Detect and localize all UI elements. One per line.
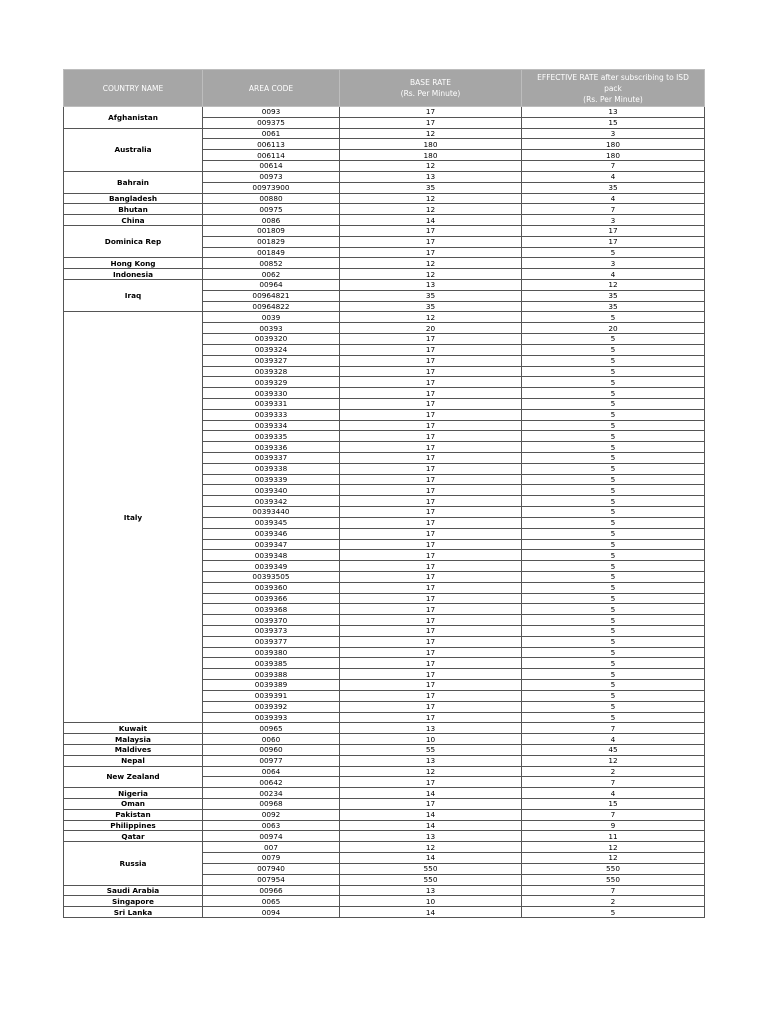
effective-rate-cell: 5: [522, 647, 705, 658]
effective-rate-cell: 5: [522, 377, 705, 388]
country-name-cell: Maldives: [64, 744, 203, 755]
base-rate-cell: 17: [340, 517, 522, 528]
base-rate-cell: 17: [340, 247, 522, 258]
isd-rate-table: [63, 69, 705, 918]
effective-rate-cell: 3: [522, 258, 705, 269]
area-code-cell: 0039342: [203, 496, 340, 507]
effective-rate-cell: 5: [522, 463, 705, 474]
area-code-cell: 006114: [203, 150, 340, 161]
effective-rate-cell: 11: [522, 831, 705, 842]
effective-rate-cell: 35: [522, 290, 705, 301]
area-code-cell: 0039373: [203, 626, 340, 637]
base-rate-cell: 17: [340, 107, 522, 118]
country-name-cell: Sri Lanka: [64, 907, 203, 918]
base-rate-cell: 17: [340, 561, 522, 572]
area-code-cell: 0039348: [203, 550, 340, 561]
base-rate-cell: 17: [340, 366, 522, 377]
effective-rate-cell: 5: [522, 539, 705, 550]
country-name-cell: Qatar: [64, 831, 203, 842]
effective-rate-cell: 5: [522, 680, 705, 691]
area-code-cell: 0039: [203, 312, 340, 323]
effective-rate-cell: 35: [522, 301, 705, 312]
effective-rate-cell: 17: [522, 236, 705, 247]
base-rate-cell: 13: [340, 885, 522, 896]
base-rate-cell: 17: [340, 463, 522, 474]
base-rate-cell: 14: [340, 788, 522, 799]
effective-rate-header: EFFECTIVE RATE after subscribing to ISD pack (Rs. Per Minute): [522, 70, 705, 107]
effective-rate-cell: 180: [522, 139, 705, 150]
area-code-cell: 00975: [203, 204, 340, 215]
area-code-cell: 00966: [203, 885, 340, 896]
effective-rate-cell: 7: [522, 161, 705, 172]
effective-rate-cell: 7: [522, 723, 705, 734]
table-row: [64, 896, 705, 907]
base-rate-cell: 14: [340, 853, 522, 864]
effective-rate-cell: 5: [522, 528, 705, 539]
effective-rate-cell: 5: [522, 669, 705, 680]
area-code-cell: 0039337: [203, 453, 340, 464]
area-code-cell: 0039331: [203, 398, 340, 409]
table-row: [64, 799, 705, 810]
table-row: [64, 204, 705, 215]
area-code-cell: 00642: [203, 777, 340, 788]
effective-rate-cell: 5: [522, 712, 705, 723]
effective-rate-cell: 3: [522, 128, 705, 139]
effective-rate-cell: 5: [522, 312, 705, 323]
effective-rate-cell: 7: [522, 777, 705, 788]
base-rate-cell: 35: [340, 182, 522, 193]
country-name-cell: Dominica Rep: [64, 225, 203, 257]
country-name-cell: Bhutan: [64, 204, 203, 215]
table-row: [64, 820, 705, 831]
effective-rate-cell: 15: [522, 799, 705, 810]
area-code-cell: 00964: [203, 280, 340, 291]
base-rate-cell: 17: [340, 604, 522, 615]
area-code-cell: 00234: [203, 788, 340, 799]
effective-rate-cell: 17: [522, 225, 705, 236]
country-name-cell: Kuwait: [64, 723, 203, 734]
country-name-cell: Australia: [64, 128, 203, 171]
base-rate-cell: 17: [340, 453, 522, 464]
effective-rate-cell: 5: [522, 593, 705, 604]
effective-rate-cell: 5: [522, 571, 705, 582]
area-code-cell: 0039335: [203, 431, 340, 442]
effective-rate-cell: 7: [522, 809, 705, 820]
area-code-cell: 0065: [203, 896, 340, 907]
base-rate-cell: 17: [340, 658, 522, 669]
effective-rate-cell: 550: [522, 874, 705, 885]
area-code-cell: 00968: [203, 799, 340, 810]
base-rate-cell: 55: [340, 744, 522, 755]
table-row: [64, 766, 705, 777]
effective-rate-cell: 15: [522, 117, 705, 128]
effective-rate-cell: 12: [522, 280, 705, 291]
area-code-cell: 0094: [203, 907, 340, 918]
effective-rate-cell: 5: [522, 334, 705, 345]
base-rate-cell: 13: [340, 755, 522, 766]
area-code-cell: 0039388: [203, 669, 340, 680]
area-code-cell: 00614: [203, 161, 340, 172]
area-code-cell: 0039333: [203, 409, 340, 420]
effective-rate-cell: 5: [522, 366, 705, 377]
area-code-cell: 0039329: [203, 377, 340, 388]
effective-rate-cell: 5: [522, 690, 705, 701]
area-code-cell: 0061: [203, 128, 340, 139]
effective-rate-cell: 5: [522, 582, 705, 593]
area-code-header: AREA CODE: [203, 70, 340, 107]
area-code-cell: 001809: [203, 225, 340, 236]
effective-rate-cell: 5: [522, 507, 705, 518]
effective-rate-cell: 180: [522, 150, 705, 161]
base-rate-cell: 17: [340, 528, 522, 539]
area-code-cell: 00964821: [203, 290, 340, 301]
area-code-cell: 00852: [203, 258, 340, 269]
base-rate-cell: 17: [340, 690, 522, 701]
area-code-cell: 0039327: [203, 355, 340, 366]
area-code-cell: 0060: [203, 734, 340, 745]
table-row: [64, 258, 705, 269]
base-rate-cell: 17: [340, 615, 522, 626]
table-row: [64, 171, 705, 182]
base-rate-cell: 12: [340, 258, 522, 269]
effective-rate-cell: 5: [522, 247, 705, 258]
base-rate-cell: 17: [340, 388, 522, 399]
table-row: [64, 734, 705, 745]
base-rate-cell: 17: [340, 431, 522, 442]
table-row: [64, 193, 705, 204]
base-rate-cell: 17: [340, 442, 522, 453]
country-name-cell: Italy: [64, 312, 203, 723]
country-name-cell: Saudi Arabia: [64, 885, 203, 896]
base-rate-cell: 180: [340, 139, 522, 150]
base-rate-cell: 12: [340, 161, 522, 172]
base-rate-cell: 17: [340, 398, 522, 409]
base-rate-cell: 17: [340, 799, 522, 810]
effective-rate-cell: 5: [522, 420, 705, 431]
area-code-cell: 0039339: [203, 474, 340, 485]
table-body: [64, 107, 705, 918]
area-code-cell: 007940: [203, 863, 340, 874]
table-row: [64, 225, 705, 236]
area-code-cell: 0039324: [203, 344, 340, 355]
table-row: [64, 215, 705, 226]
area-code-cell: 0039345: [203, 517, 340, 528]
area-code-cell: 0039389: [203, 680, 340, 691]
area-code-cell: 0064: [203, 766, 340, 777]
country-name-cell: Malaysia: [64, 734, 203, 745]
base-rate-cell: 12: [340, 128, 522, 139]
base-rate-cell: 17: [340, 334, 522, 345]
base-rate-cell: 17: [340, 571, 522, 582]
country-name-cell: Indonesia: [64, 269, 203, 280]
base-rate-cell: 17: [340, 582, 522, 593]
area-code-cell: 0039380: [203, 647, 340, 658]
area-code-cell: 0039346: [203, 528, 340, 539]
base-rate-cell: 10: [340, 896, 522, 907]
base-rate-cell: 13: [340, 280, 522, 291]
base-rate-cell: 17: [340, 701, 522, 712]
table-row: [64, 809, 705, 820]
effective-rate-cell: 5: [522, 355, 705, 366]
base-rate-cell: 13: [340, 723, 522, 734]
area-code-cell: 00974: [203, 831, 340, 842]
effective-rate-cell: 9: [522, 820, 705, 831]
base-rate-cell: 17: [340, 344, 522, 355]
area-code-cell: 0079: [203, 853, 340, 864]
effective-rate-cell: 2: [522, 766, 705, 777]
base-rate-cell: 17: [340, 420, 522, 431]
area-code-cell: 00973900: [203, 182, 340, 193]
effective-rate-cell: 2: [522, 896, 705, 907]
base-rate-cell: 17: [340, 496, 522, 507]
effective-rate-cell: 5: [522, 453, 705, 464]
effective-rate-cell: 5: [522, 388, 705, 399]
area-code-cell: 0086: [203, 215, 340, 226]
base-rate-cell: 17: [340, 355, 522, 366]
effective-rate-cell: 5: [522, 431, 705, 442]
base-rate-cell: 12: [340, 842, 522, 853]
area-code-cell: 0092: [203, 809, 340, 820]
base-rate-cell: 14: [340, 820, 522, 831]
base-rate-cell: 180: [340, 150, 522, 161]
table-row: [64, 128, 705, 139]
base-rate-cell: 17: [340, 550, 522, 561]
area-code-cell: 0039370: [203, 615, 340, 626]
country-name-cell: Philippines: [64, 820, 203, 831]
effective-rate-cell: 5: [522, 550, 705, 561]
effective-rate-cell: 550: [522, 863, 705, 874]
base-rate-cell: 14: [340, 907, 522, 918]
base-rate-cell: 17: [340, 539, 522, 550]
country-name-cell: Afghanistan: [64, 107, 203, 129]
effective-rate-cell: 5: [522, 442, 705, 453]
base-rate-cell: 17: [340, 636, 522, 647]
country-name-cell: Bangladesh: [64, 193, 203, 204]
effective-rate-cell: 3: [522, 215, 705, 226]
effective-rate-cell: 5: [522, 485, 705, 496]
base-rate-cell: 14: [340, 215, 522, 226]
effective-rate-cell: 5: [522, 701, 705, 712]
area-code-cell: 0039340: [203, 485, 340, 496]
table-row: [64, 885, 705, 896]
effective-rate-cell: 5: [522, 561, 705, 572]
effective-rate-cell: 4: [522, 734, 705, 745]
area-code-cell: 0039360: [203, 582, 340, 593]
area-code-cell: 001849: [203, 247, 340, 258]
base-rate-cell: 17: [340, 626, 522, 637]
country-name-cell: Nepal: [64, 755, 203, 766]
effective-rate-cell: 7: [522, 885, 705, 896]
base-rate-cell: 14: [340, 809, 522, 820]
area-code-cell: 0063: [203, 820, 340, 831]
effective-rate-cell: 7: [522, 204, 705, 215]
effective-rate-cell: 5: [522, 658, 705, 669]
effective-rate-cell: 5: [522, 474, 705, 485]
area-code-cell: 007: [203, 842, 340, 853]
table-row: [64, 723, 705, 734]
base-rate-cell: 20: [340, 323, 522, 334]
country-name-cell: Oman: [64, 799, 203, 810]
effective-rate-cell: 5: [522, 636, 705, 647]
area-code-cell: 0039392: [203, 701, 340, 712]
base-rate-cell: 17: [340, 485, 522, 496]
base-rate-cell: 550: [340, 874, 522, 885]
table-row: [64, 907, 705, 918]
effective-rate-cell: 4: [522, 788, 705, 799]
base-rate-cell: 12: [340, 766, 522, 777]
base-rate-cell: 17: [340, 474, 522, 485]
area-code-cell: 00393440: [203, 507, 340, 518]
area-code-cell: 0039336: [203, 442, 340, 453]
area-code-cell: 0039347: [203, 539, 340, 550]
area-code-cell: 0039338: [203, 463, 340, 474]
country-name-cell: China: [64, 215, 203, 226]
effective-rate-cell: 12: [522, 755, 705, 766]
table-row: [64, 788, 705, 799]
base-rate-cell: 35: [340, 290, 522, 301]
country-name-cell: Hong Kong: [64, 258, 203, 269]
base-rate-cell: 13: [340, 171, 522, 182]
table-row: [64, 831, 705, 842]
country-name-cell: Bahrain: [64, 171, 203, 193]
area-code-cell: 009375: [203, 117, 340, 128]
base-rate-cell: 17: [340, 409, 522, 420]
country-name-header: COUNTRY NAME: [64, 70, 203, 107]
effective-rate-cell: 5: [522, 604, 705, 615]
country-name-cell: Nigeria: [64, 788, 203, 799]
effective-rate-cell: 5: [522, 626, 705, 637]
base-rate-header: BASE RATE (Rs. Per Minute): [340, 70, 522, 107]
effective-rate-cell: 35: [522, 182, 705, 193]
area-code-cell: 0039391: [203, 690, 340, 701]
area-code-cell: 0062: [203, 269, 340, 280]
area-code-cell: 0039377: [203, 636, 340, 647]
table-row: [64, 744, 705, 755]
area-code-cell: 00973: [203, 171, 340, 182]
area-code-cell: 00964822: [203, 301, 340, 312]
area-code-cell: 0039334: [203, 420, 340, 431]
area-code-cell: 0039393: [203, 712, 340, 723]
table-row: [64, 842, 705, 853]
base-rate-cell: 12: [340, 193, 522, 204]
base-rate-cell: 10: [340, 734, 522, 745]
effective-rate-cell: 45: [522, 744, 705, 755]
area-code-cell: 0093: [203, 107, 340, 118]
area-code-cell: 00393505: [203, 571, 340, 582]
base-rate-cell: 17: [340, 225, 522, 236]
effective-rate-cell: 5: [522, 615, 705, 626]
table-row: [64, 755, 705, 766]
country-name-cell: Iraq: [64, 280, 203, 312]
effective-rate-cell: 5: [522, 907, 705, 918]
area-code-cell: 00880: [203, 193, 340, 204]
area-code-cell: 007954: [203, 874, 340, 885]
area-code-cell: 0039320: [203, 334, 340, 345]
area-code-cell: 0039385: [203, 658, 340, 669]
table-header-row: [64, 70, 705, 107]
effective-rate-cell: 20: [522, 323, 705, 334]
effective-rate-cell: 5: [522, 409, 705, 420]
base-rate-cell: 17: [340, 117, 522, 128]
effective-rate-cell: 5: [522, 398, 705, 409]
table-row: [64, 269, 705, 280]
effective-rate-cell: 12: [522, 853, 705, 864]
country-name-cell: Pakistan: [64, 809, 203, 820]
base-rate-cell: 17: [340, 647, 522, 658]
base-rate-cell: 17: [340, 680, 522, 691]
area-code-cell: 0039349: [203, 561, 340, 572]
area-code-cell: 00977: [203, 755, 340, 766]
base-rate-cell: 13: [340, 831, 522, 842]
effective-rate-cell: 5: [522, 496, 705, 507]
area-code-cell: 0039366: [203, 593, 340, 604]
base-rate-cell: 17: [340, 377, 522, 388]
table-row: [64, 107, 705, 118]
area-code-cell: 0039368: [203, 604, 340, 615]
country-name-cell: Russia: [64, 842, 203, 885]
base-rate-cell: 17: [340, 236, 522, 247]
effective-rate-cell: 5: [522, 344, 705, 355]
base-rate-cell: 17: [340, 593, 522, 604]
effective-rate-cell: 4: [522, 171, 705, 182]
area-code-cell: 00393: [203, 323, 340, 334]
area-code-cell: 00965: [203, 723, 340, 734]
base-rate-cell: 17: [340, 777, 522, 788]
base-rate-cell: 12: [340, 312, 522, 323]
effective-rate-cell: 4: [522, 193, 705, 204]
country-name-cell: New Zealand: [64, 766, 203, 788]
base-rate-cell: 550: [340, 863, 522, 874]
area-code-cell: 006113: [203, 139, 340, 150]
area-code-cell: 001829: [203, 236, 340, 247]
area-code-cell: 00960: [203, 744, 340, 755]
effective-rate-cell: 13: [522, 107, 705, 118]
base-rate-cell: 17: [340, 712, 522, 723]
effective-rate-cell: 5: [522, 517, 705, 528]
base-rate-cell: 17: [340, 507, 522, 518]
area-code-cell: 0039328: [203, 366, 340, 377]
effective-rate-cell: 12: [522, 842, 705, 853]
base-rate-cell: 35: [340, 301, 522, 312]
country-name-cell: Singapore: [64, 896, 203, 907]
base-rate-cell: 12: [340, 269, 522, 280]
table-row: [64, 312, 705, 323]
base-rate-cell: 12: [340, 204, 522, 215]
effective-rate-cell: 4: [522, 269, 705, 280]
table-row: [64, 280, 705, 291]
area-code-cell: 0039330: [203, 388, 340, 399]
base-rate-cell: 17: [340, 669, 522, 680]
